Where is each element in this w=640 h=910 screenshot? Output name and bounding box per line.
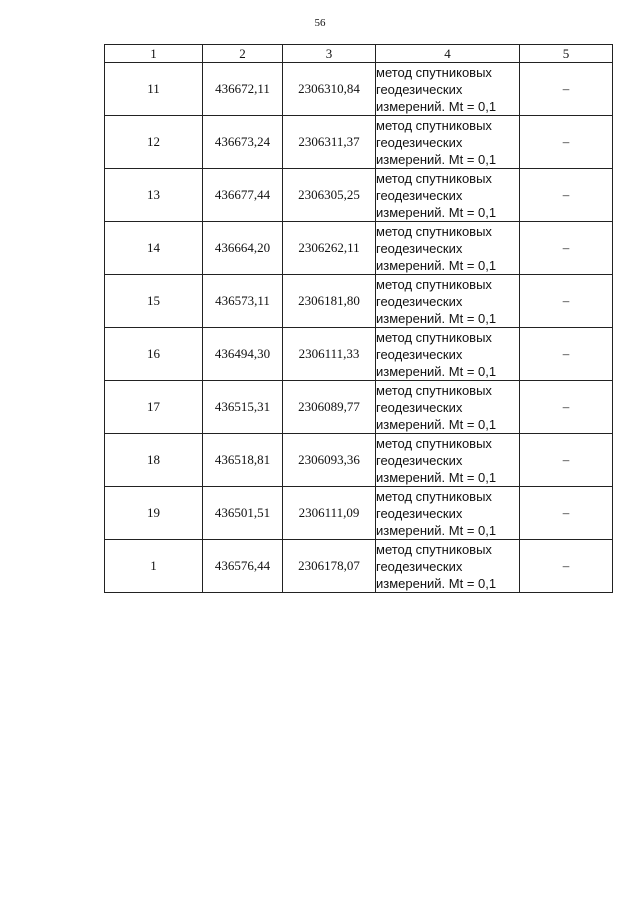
method-line: метод спутниковых bbox=[376, 223, 492, 239]
method-cell bbox=[376, 540, 520, 593]
column-header: 4 bbox=[376, 45, 520, 63]
method-line: метод спутниковых bbox=[376, 541, 492, 557]
method-line: геодезических bbox=[376, 399, 463, 415]
note-cell: – bbox=[520, 434, 613, 487]
note-cell: – bbox=[520, 328, 613, 381]
note-cell: – bbox=[520, 169, 613, 222]
table-row bbox=[105, 275, 613, 328]
table-row bbox=[105, 540, 613, 593]
method-line: геодезических bbox=[376, 452, 463, 468]
column-header: 2 bbox=[203, 45, 283, 63]
x-coordinate-cell: 436501,51 bbox=[203, 487, 283, 540]
note-cell: – bbox=[520, 540, 613, 593]
x-coordinate-cell: 436664,20 bbox=[203, 222, 283, 275]
method-line: измерений. Mt = 0,1 bbox=[376, 310, 497, 326]
method-line: измерений. Mt = 0,1 bbox=[376, 575, 497, 591]
x-coordinate-cell: 436672,11 bbox=[203, 63, 283, 116]
method-line: метод спутниковых bbox=[376, 170, 492, 186]
point-number-cell: 16 bbox=[105, 328, 203, 381]
y-coordinate-cell: 2306111,09 bbox=[283, 487, 376, 540]
method-line: геодезических bbox=[376, 346, 463, 362]
y-coordinate-cell: 2306089,77 bbox=[283, 381, 376, 434]
point-number-cell: 18 bbox=[105, 434, 203, 487]
point-number-cell: 14 bbox=[105, 222, 203, 275]
x-coordinate-cell: 436573,11 bbox=[203, 275, 283, 328]
note-cell: – bbox=[520, 222, 613, 275]
x-coordinate-cell: 436576,44 bbox=[203, 540, 283, 593]
y-coordinate-cell: 2306181,80 bbox=[283, 275, 376, 328]
note-cell: – bbox=[520, 275, 613, 328]
method-cell bbox=[376, 63, 520, 116]
table-row bbox=[105, 169, 613, 222]
method-cell bbox=[376, 169, 520, 222]
method-line: метод спутниковых bbox=[376, 64, 492, 80]
method-line: метод спутниковых bbox=[376, 488, 492, 504]
y-coordinate-cell: 2306305,25 bbox=[283, 169, 376, 222]
method-line: геодезических bbox=[376, 81, 463, 97]
point-number-cell: 17 bbox=[105, 381, 203, 434]
note-cell: – bbox=[520, 63, 613, 116]
method-line: измерений. Mt = 0,1 bbox=[376, 416, 497, 432]
method-line: метод спутниковых bbox=[376, 276, 492, 292]
table-row bbox=[105, 63, 613, 116]
method-line: измерений. Mt = 0,1 bbox=[376, 469, 497, 485]
method-cell bbox=[376, 222, 520, 275]
page-number: 56 bbox=[314, 17, 326, 29]
note-cell: – bbox=[520, 116, 613, 169]
method-line: геодезических bbox=[376, 558, 463, 574]
table-header-row bbox=[105, 45, 613, 63]
method-cell bbox=[376, 487, 520, 540]
point-number-cell: 19 bbox=[105, 487, 203, 540]
point-number-cell: 15 bbox=[105, 275, 203, 328]
y-coordinate-cell: 2306178,07 bbox=[283, 540, 376, 593]
table-row bbox=[105, 434, 613, 487]
method-line: метод спутниковых bbox=[376, 117, 492, 133]
method-cell bbox=[376, 381, 520, 434]
y-coordinate-cell: 2306262,11 bbox=[283, 222, 376, 275]
y-coordinate-cell: 2306310,84 bbox=[283, 63, 376, 116]
x-coordinate-cell: 436673,24 bbox=[203, 116, 283, 169]
method-line: геодезических bbox=[376, 134, 463, 150]
note-cell: – bbox=[520, 487, 613, 540]
column-header: 5 bbox=[520, 45, 613, 63]
coordinates-table bbox=[104, 44, 613, 593]
method-cell bbox=[376, 434, 520, 487]
point-number-cell: 11 bbox=[105, 63, 203, 116]
method-line: геодезических bbox=[376, 240, 463, 256]
x-coordinate-cell: 436515,31 bbox=[203, 381, 283, 434]
x-coordinate-cell: 436518,81 bbox=[203, 434, 283, 487]
method-line: метод спутниковых bbox=[376, 329, 492, 345]
table-row bbox=[105, 116, 613, 169]
table-row bbox=[105, 487, 613, 540]
point-number-cell: 12 bbox=[105, 116, 203, 169]
column-header: 3 bbox=[283, 45, 376, 63]
table-body bbox=[105, 63, 613, 593]
method-cell bbox=[376, 275, 520, 328]
method-line: геодезических bbox=[376, 293, 463, 309]
x-coordinate-cell: 436677,44 bbox=[203, 169, 283, 222]
method-line: измерений. Mt = 0,1 bbox=[376, 98, 497, 114]
method-line: измерений. Mt = 0,1 bbox=[376, 522, 497, 538]
method-cell bbox=[376, 328, 520, 381]
method-line: измерений. Mt = 0,1 bbox=[376, 257, 497, 273]
x-coordinate-cell: 436494,30 bbox=[203, 328, 283, 381]
point-number-cell: 13 bbox=[105, 169, 203, 222]
y-coordinate-cell: 2306111,33 bbox=[283, 328, 376, 381]
table-row bbox=[105, 328, 613, 381]
method-line: метод спутниковых bbox=[376, 435, 492, 451]
method-line: метод спутниковых bbox=[376, 382, 492, 398]
method-line: геодезических bbox=[376, 187, 463, 203]
table-row bbox=[105, 222, 613, 275]
y-coordinate-cell: 2306311,37 bbox=[283, 116, 376, 169]
column-header: 1 bbox=[105, 45, 203, 63]
point-number-cell: 1 bbox=[105, 540, 203, 593]
note-cell: – bbox=[520, 381, 613, 434]
table-row bbox=[105, 381, 613, 434]
method-line: измерений. Mt = 0,1 bbox=[376, 363, 497, 379]
method-line: измерений. Mt = 0,1 bbox=[376, 204, 497, 220]
y-coordinate-cell: 2306093,36 bbox=[283, 434, 376, 487]
method-cell bbox=[376, 116, 520, 169]
method-line: измерений. Mt = 0,1 bbox=[376, 151, 497, 167]
method-line: геодезических bbox=[376, 505, 463, 521]
